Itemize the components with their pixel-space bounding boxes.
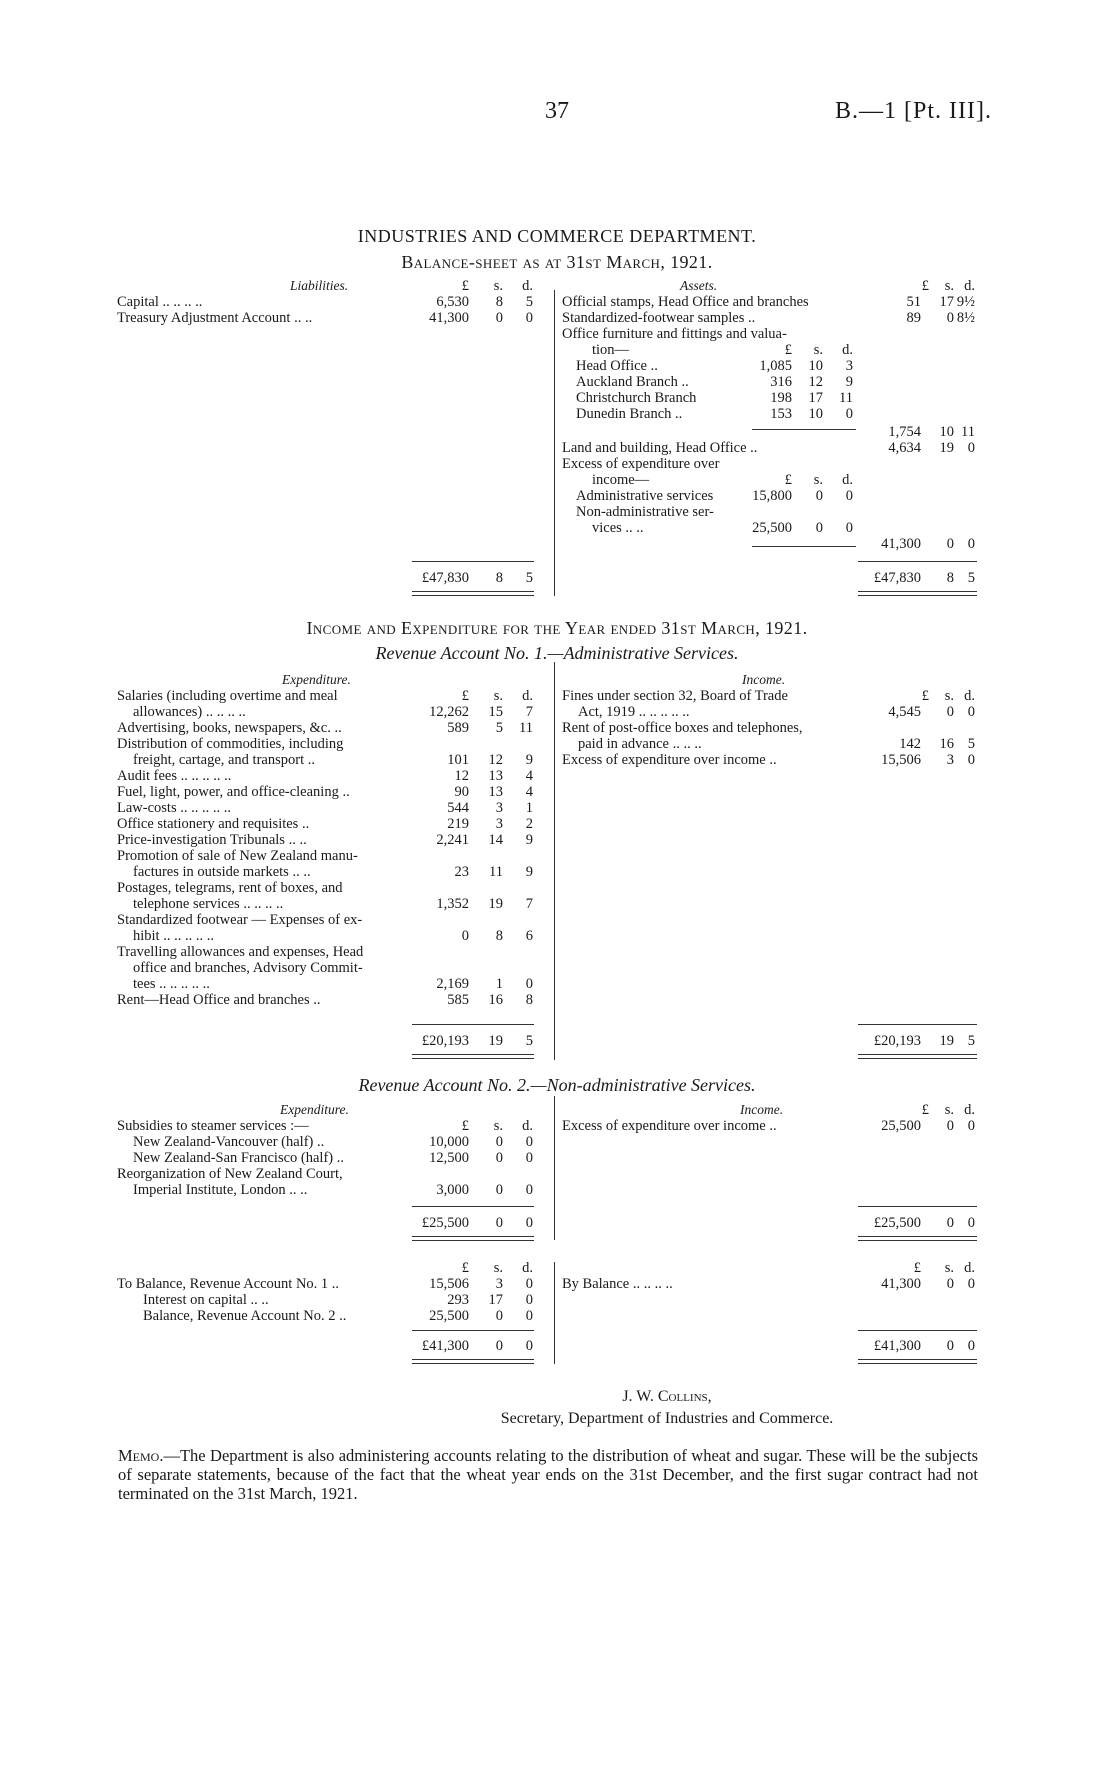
liability-amount-pence: 0 [525,310,533,326]
rule-line [412,561,534,562]
balance-right-lsd-header-shillings: s. [944,1260,954,1276]
assets-total-pounds: £47,830 [873,570,921,586]
expenditure-item-amount-pence: 1 [525,800,533,816]
liability-amount-pounds: 41,300 [429,310,469,326]
expenditure2-lsd-header-pence: d. [522,1118,533,1134]
expenditure-item-label: freight, cartage, and transport .. [133,752,315,768]
income-item-label: Act, 1919 .. .. .. .. .. [578,704,690,720]
expenditure-item-amount-pence: 9 [525,864,533,880]
liability-label: Treasury Adjustment Account .. .. [117,310,313,326]
account1-income-total-shillings: 19 [939,1033,954,1049]
asset-label: Standardized-footwear samples .. [562,310,756,326]
nonadmin-amount-pence: 0 [845,520,853,536]
rule-line [412,1024,534,1025]
expenditure-item-amount-pounds: 12 [454,768,469,784]
assets-total-pence: 5 [967,570,975,586]
balance-left-amount-shillings: 3 [495,1276,503,1292]
balance-left-total-shillings: 0 [495,1338,503,1354]
excess-total-pence: 0 [967,536,975,552]
account1-income-total-pounds: £20,193 [873,1033,921,1049]
expenditure-item-amount-pounds: 589 [447,720,469,736]
expenditure-item-amount-shillings: 5 [495,720,503,736]
furniture-amount-pounds: 198 [770,390,792,406]
account2-income-total-pence: 0 [967,1215,975,1231]
income-header: Income. [740,1102,784,1117]
liability-amount-shillings: 0 [495,310,503,326]
expenditure-item-amount-shillings: 14 [488,832,503,848]
account2-expenditure-total-pence: 0 [525,1215,533,1231]
balance-right-amount-pence: 0 [967,1276,975,1292]
furniture-amount-pounds: 1,085 [759,358,792,374]
liabilities-lsd-header-pounds: £ [461,278,469,294]
expenditure-item-amount-shillings: 11 [489,864,503,880]
expenditure-item-label: office and branches, Advisory Commit- [133,960,363,976]
land-amount-shillings: 19 [939,440,954,456]
balance-left-lsd-header-pounds: £ [461,1260,469,1276]
furniture-amount-shillings: 17 [808,390,823,406]
expenditure-item-label: Travelling allowances and expenses, Head [117,944,364,960]
expenditure-item-amount-pounds: 12,262 [429,704,469,720]
account1-expenditure-total-shillings: 19 [488,1033,503,1049]
income-header: Income. [742,672,786,687]
income2-lsd-header-pounds: £ [921,1102,929,1118]
expenditure-item-amount-pounds: 101 [447,752,469,768]
department-title: INDUSTRIES AND COMMERCE DEPARTMENT. [357,226,757,246]
excess-lsd-header-pence: d. [842,472,853,488]
balance-right-amount-pounds: 41,300 [881,1276,921,1292]
balance-left-amount-pounds: 25,500 [429,1308,469,1324]
assets-total-shillings: 8 [946,570,954,586]
rule-line [858,1206,977,1207]
expenditure-item-amount-shillings: 12 [488,752,503,768]
assets-lsd-header-shillings: s. [944,278,954,294]
column-divider [554,1262,555,1364]
account2-expenditure-total-shillings: 0 [495,1215,503,1231]
furniture-amount-shillings: 10 [808,406,823,422]
revenue-account-2-heading: Revenue Account No. 2.—Non-administrative Services. [358,1075,756,1095]
expenditure-item-amount-pounds: 1,352 [436,896,469,912]
expenditure2-lsd-header-shillings: s. [493,1118,503,1134]
income-lsd-header-shillings: s. [944,688,954,704]
expenditure2-item-amount-pence: 0 [525,1134,533,1150]
income-item-label: Excess of expenditure over income .. [562,752,777,768]
liabilities-total-shillings: 8 [495,570,503,586]
expenditure2-item-amount-shillings: 0 [495,1182,503,1198]
expenditure-item-amount-pounds: 219 [447,816,469,832]
liability-amount-shillings: 8 [495,294,503,310]
land-amount-pounds: 4,634 [888,440,921,456]
income2-item-label: Excess of expenditure over income .. [562,1118,777,1134]
double-rule [858,1236,977,1241]
expenditure-item-amount-pence: 4 [525,784,533,800]
expenditure-item-amount-shillings: 3 [495,800,503,816]
double-rule [412,1359,534,1364]
expenditure-item-label: Salaries (including overtime and meal [117,688,338,704]
land-amount-pence: 0 [967,440,975,456]
expenditure2-item-amount-pence: 0 [525,1182,533,1198]
asset-label: Official stamps, Head Office and branches [562,294,809,310]
liabilities-total-pence: 5 [525,570,533,586]
expenditure2-item-amount-shillings: 0 [495,1134,503,1150]
double-rule [412,591,534,596]
expenditure-item-label: telephone services .. .. .. .. [133,896,284,912]
income-item-amount-pence: 0 [967,752,975,768]
expenditure-item-amount-shillings: 13 [488,768,503,784]
expenditure-item-label: Promotion of sale of New Zealand manu- [117,848,358,864]
expenditure-item-label: Law-costs .. .. .. .. .. [117,800,231,816]
income-lsd-header-pence: d. [964,688,975,704]
expenditure-item-amount-shillings: 15 [488,704,503,720]
expenditure-item-amount-pence: 7 [525,704,533,720]
balance-left-label: Balance, Revenue Account No. 2 .. [143,1308,347,1324]
expenditure-item-amount-pounds: 2,241 [436,832,469,848]
assets-lsd-header-pounds: £ [921,278,929,294]
expenditure-item-amount-pence: 7 [525,896,533,912]
expenditure-item-amount-shillings: 8 [495,928,503,944]
expenditure-item-amount-pounds: 2,169 [436,976,469,992]
balance-left-label: To Balance, Revenue Account No. 1 .. [117,1276,340,1292]
column-divider [554,290,555,596]
income-item-amount-pounds: 4,545 [888,704,921,720]
balance-left-amount-pence: 0 [525,1276,533,1292]
excess-amount-pounds: 15,800 [752,488,792,504]
expenditure-header: Expenditure. [282,672,351,687]
account2-expenditure-total-pounds: £25,500 [421,1215,469,1231]
expenditure2-item-amount-pounds: 3,000 [436,1182,469,1198]
nonadmin-amount-pounds: 25,500 [752,520,792,536]
excess-amount-pence: 0 [845,488,853,504]
excess-lsd-header-shillings: s. [813,472,823,488]
furniture-label: Head Office .. [576,358,658,374]
asset-amount-pounds: 51 [906,294,921,310]
furniture-total-pounds: 1,754 [888,424,921,440]
furniture-lsd-header-pence: d. [842,342,853,358]
income-item-amount-shillings: 16 [939,736,954,752]
expenditure-item-amount-pence: 8 [525,992,533,1008]
revenue-account-1-heading: Revenue Account No. 1.—Administrative Services. [375,643,739,663]
signatory-name: J. W. Collins, [622,1388,712,1405]
expenditure-item-label: Advertising, books, newspapers, &c. .. [117,720,342,736]
account1-expenditure-total-pence: 5 [525,1033,533,1049]
expenditure-item-label: allowances) .. .. .. .. [133,704,246,720]
asset-amount-pence: 8½ [956,310,975,326]
page-number: 37 [545,98,569,124]
balance-right-lsd-header-pounds: £ [913,1260,921,1276]
expenditure2-item-amount-pence: 0 [525,1150,533,1166]
memo-text: —The Department is also administering accounts relating to the distribution of wheat and sugar. These will be the subjects of separate statements, because of the fact that the wheat year ends on the 31st December, and the first sugar contract had not terminated on the 31st March, 1921. [118,1446,978,1503]
expenditure-item-label: Standardized footwear — Expenses of ex- [117,912,363,928]
expenditure2-item-label: Reorganization of New Zealand Court, [117,1166,343,1182]
account1-income-total-pence: 5 [967,1033,975,1049]
furniture-amount-shillings: 12 [808,374,823,390]
expenditure-item-label: Distribution of commodities, including [117,736,344,752]
subsidies-label: Subsidies to steamer services :— [117,1118,309,1134]
expenditure-item-amount-shillings: 3 [495,816,503,832]
double-rule [858,1054,977,1059]
excess-amount-shillings: 0 [815,488,823,504]
rule-line [412,1206,534,1207]
expenditure-item-label: Postages, telegrams, rent of boxes, and [117,880,343,896]
income-lsd-header-pounds: £ [921,688,929,704]
column-divider [554,662,555,1060]
income2-lsd-header-pence: d. [964,1102,975,1118]
expenditure-item-amount-pence: 6 [525,928,533,944]
furniture-amount-pence: 3 [845,358,853,374]
excess-total-pounds: 41,300 [881,536,921,552]
expenditure-item-amount-shillings: 19 [488,896,503,912]
expenditure-header: Expenditure. [280,1102,349,1117]
expenditure-item-label: hibit .. .. .. .. .. [133,928,214,944]
excess-lsd-header-pounds: £ [784,472,792,488]
expenditure-item-amount-pence: 9 [525,752,533,768]
income-item-label: Fines under section 32, Board of Trade [562,688,788,704]
expenditure-item-amount-pence: 2 [525,816,533,832]
expenditure2-item-label: Imperial Institute, London .. .. [133,1182,308,1198]
assets-header: Assets. [680,278,718,293]
account2-income-total-shillings: 0 [946,1215,954,1231]
expenditure-item-amount-shillings: 16 [488,992,503,1008]
income-item-amount-shillings: 3 [946,752,954,768]
expenditure-item-label: Price-investigation Tribunals .. .. [117,832,307,848]
expenditure-item-label: Audit fees .. .. .. .. .. [117,768,232,784]
expenditure-item-label: Office stationery and requisites .. [117,816,310,832]
asset-label: Excess of expenditure over [562,456,720,472]
asset-amount-pounds: 89 [906,310,921,326]
expenditure-item-amount-pounds: 585 [447,992,469,1008]
expenditure-item-label: tees .. .. .. .. .. [133,976,210,992]
furniture-total-pence: 11 [961,424,975,440]
memo-paragraph [118,1446,978,1503]
excess-label: Non-administrative ser- [576,504,714,520]
balance-left-amount-shillings: 0 [495,1308,503,1324]
expenditure-lsd-header-pence: d. [522,688,533,704]
expenditure-item-amount-pounds: 90 [454,784,469,800]
income2-item-amount-pounds: 25,500 [881,1118,921,1134]
asset-label: Office furniture and fittings and valua- [562,326,787,342]
balance-left-lsd-header-shillings: s. [493,1260,503,1276]
asset-label: income— [592,472,650,488]
expenditure-lsd-header-shillings: s. [493,688,503,704]
furniture-amount-pounds: 316 [770,374,792,390]
expenditure2-item-amount-shillings: 0 [495,1150,503,1166]
furniture-amount-pounds: 153 [770,406,792,422]
excess-label: vices .. .. [592,520,644,536]
balance-left-amount-pounds: 15,506 [429,1276,469,1292]
expenditure2-lsd-header-pounds: £ [461,1118,469,1134]
liabilities-lsd-header-pence: d. [522,278,533,294]
balance-left-amount-pounds: 293 [447,1292,469,1308]
asset-amount-pence: 9½ [956,294,975,310]
expenditure-item-amount-pence: 4 [525,768,533,784]
income-item-amount-pounds: 142 [899,736,921,752]
memo-label: Memo. [118,1446,164,1465]
excess-label: Administrative services [576,488,714,504]
income-item-amount-pence: 0 [967,704,975,720]
balance-left-total-pence: 0 [525,1338,533,1354]
expenditure2-item-amount-pounds: 12,500 [429,1150,469,1166]
document-reference: B.—1 [Pt. III]. [835,98,992,124]
expenditure2-item-label: New Zealand-Vancouver (half) .. [133,1134,325,1150]
income-item-label: Rent of post-office boxes and telephones, [562,720,803,736]
balance-left-total-pounds: £41,300 [421,1338,469,1354]
balance-right-total-pence: 0 [967,1338,975,1354]
income2-lsd-header-shillings: s. [944,1102,954,1118]
balance-left-amount-pence: 0 [525,1292,533,1308]
expenditure-item-label: Rent—Head Office and branches .. [117,992,321,1008]
rule-line [858,1024,977,1025]
furniture-amount-pence: 11 [839,390,853,406]
expenditure-item-amount-shillings: 13 [488,784,503,800]
income2-item-amount-shillings: 0 [946,1118,954,1134]
liability-amount-pounds: 6,530 [436,294,469,310]
furniture-label: Christchurch Branch [576,390,697,406]
balance-right-lsd-header-pence: d. [964,1260,975,1276]
expenditure-item-amount-shillings: 1 [495,976,503,992]
expenditure2-item-label: New Zealand-San Francisco (half) .. [133,1150,344,1166]
expenditure-item-amount-pounds: 544 [447,800,469,816]
furniture-label: Dunedin Branch .. [576,406,683,422]
balance-left-amount-pence: 0 [525,1308,533,1324]
income-item-amount-pounds: 15,506 [881,752,921,768]
expenditure-item-amount-pounds: 0 [461,928,469,944]
expenditure-item-label: factures in outside markets .. .. [133,864,311,880]
balance-right-total-pounds: £41,300 [873,1338,921,1354]
furniture-lsd-header-pounds: £ [784,342,792,358]
furniture-amount-shillings: 10 [808,358,823,374]
income-item-label: paid in advance .. .. .. [578,736,702,752]
account2-income-total-pounds: £25,500 [873,1215,921,1231]
rule-line [412,1330,534,1331]
assets-lsd-header-pence: d. [964,278,975,294]
furniture-amount-pence: 0 [845,406,853,422]
nonadmin-amount-shillings: 0 [815,520,823,536]
liabilities-total-pounds: £47,830 [421,570,469,586]
income-item-amount-shillings: 0 [946,704,954,720]
expenditure-item-label: Fuel, light, power, and office-cleaning .. [117,784,350,800]
asset-label: tion— [592,342,630,358]
balance-left-amount-shillings: 17 [488,1292,503,1308]
rule-line [858,561,977,562]
furniture-lsd-header-shillings: s. [813,342,823,358]
furniture-label: Auckland Branch .. [576,374,689,390]
income2-item-amount-pence: 0 [967,1118,975,1134]
asset-amount-shillings: 0 [946,310,954,326]
double-rule [858,591,977,596]
double-rule [412,1236,534,1241]
balance-sheet-heading: Balance-sheet as at 31st March, 1921. [401,252,713,272]
asset-label: Land and building, Head Office .. [562,440,758,456]
double-rule [412,1054,534,1059]
liability-amount-pence: 5 [525,294,533,310]
liabilities-header: Liabilities. [290,278,349,293]
asset-amount-shillings: 17 [939,294,954,310]
expenditure-item-amount-pence: 9 [525,832,533,848]
balance-right-amount-shillings: 0 [946,1276,954,1292]
balance-left-lsd-header-pence: d. [522,1260,533,1276]
column-divider [554,1096,555,1240]
expenditure-item-amount-pence: 11 [519,720,533,736]
excess-total-shillings: 0 [946,536,954,552]
signatory-title: Secretary, Department of Industries and Commerce. [500,1410,834,1427]
expenditure2-item-amount-pounds: 10,000 [429,1134,469,1150]
balance-right-total-shillings: 0 [946,1338,954,1354]
furniture-amount-pence: 9 [845,374,853,390]
double-rule [858,1359,977,1364]
income-item-amount-pence: 5 [967,736,975,752]
balance-left-label: Interest on capital .. .. [143,1292,269,1308]
furniture-total-shillings: 10 [939,424,954,440]
expenditure-lsd-header-pounds: £ [461,688,469,704]
rule-line [858,1330,977,1331]
account1-expenditure-total-pounds: £20,193 [421,1033,469,1049]
balance-right-label: By Balance .. .. .. .. [562,1276,673,1292]
liabilities-lsd-header-shillings: s. [493,278,503,294]
expenditure-item-amount-pence: 0 [525,976,533,992]
expenditure-item-amount-pounds: 23 [454,864,469,880]
liability-label: Capital .. .. .. .. [117,294,203,310]
income-expenditure-heading: Income and Expenditure for the Year ended 31st March, 1921. [306,618,808,638]
